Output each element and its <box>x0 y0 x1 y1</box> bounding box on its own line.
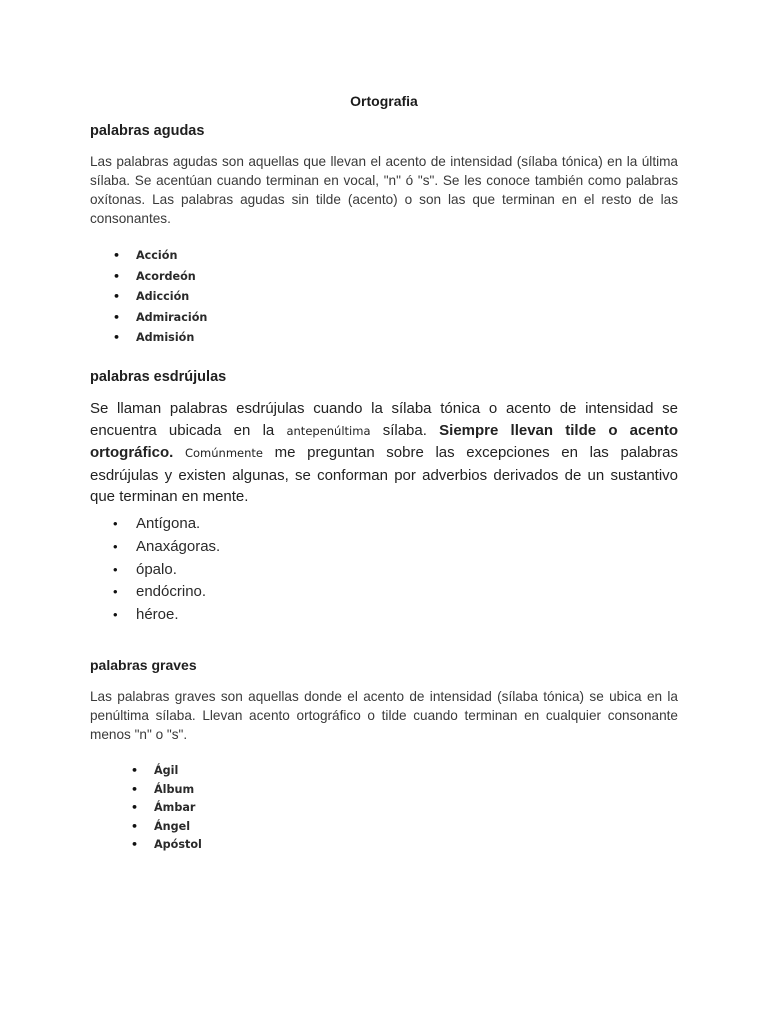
bullet-icon: • <box>131 782 139 796</box>
paragraph-agudas: Las palabras agudas son aquellas que llevan el acento de intensidad (sílaba tónica) en la última sílaba. Se acentúan cuando terminan en vocal, "n" ó "s". Se les conoce también como palabras oxítonas. Las palabras agudas sin tilde (acento) o son las que terminan en el resto de las consonantes. <box>90 154 678 226</box>
list-item: • Anaxágoras. <box>136 536 220 559</box>
bullet-icon: • <box>113 249 121 262</box>
list-item: • Adicción <box>136 287 207 308</box>
bullet-icon: • <box>131 819 139 833</box>
list-item: • Acción <box>136 246 207 267</box>
list-item: • Antígona. <box>136 513 220 536</box>
paragraph-esdrujulas: Se llaman palabras esdrújulas cuando la sílaba tónica o acento de intensidad se encuentra ubicada en la antepenúltima sílaba. Siempre llevan tilde o acento ortográfico. Comúnmente me preguntan sobre las excepciones en las palabras esdrújulas y existen algunas, se conforman por adverbios derivados de un sustantivo que terminan en mente. <box>90 400 679 505</box>
list-item: • Admiración <box>136 308 207 329</box>
list-item: • héroe. <box>136 604 220 627</box>
list-item: • Ágil <box>154 762 202 781</box>
bullet-icon: • <box>131 764 139 777</box>
heading-esdrujulas: palabras esdrújulas <box>90 369 227 385</box>
bullet-icon: • <box>113 290 121 304</box>
list-item: • Ámbar <box>154 799 202 818</box>
list-graves <box>131 762 202 855</box>
bullet-icon: • <box>113 331 121 345</box>
list-item: • ópalo. <box>136 559 220 582</box>
bullet-icon: • <box>113 584 118 600</box>
bullet-icon: • <box>113 310 121 324</box>
list-agudas <box>113 246 208 349</box>
bullet-icon: • <box>113 607 118 623</box>
heading-graves: palabras graves <box>90 657 197 673</box>
list-item: • Apóstol <box>154 836 202 855</box>
bullet-icon: • <box>113 561 118 577</box>
list-item: • Acordeón <box>136 267 207 288</box>
bullet-icon: • <box>113 516 118 531</box>
list-item: • endócrino. <box>136 581 220 604</box>
list-esdrujulas <box>113 513 221 627</box>
list-item: • Álbum <box>154 781 202 800</box>
page-title: Ortografia <box>350 93 418 109</box>
bullet-icon: • <box>113 538 118 554</box>
bullet-icon: • <box>131 838 139 851</box>
list-item: • Admisión <box>136 328 207 349</box>
paragraph-graves: Las palabras graves son aquellas donde el acento de intensidad (sílaba tónica) se ubica en la penúltima sílaba. Llevan acento ortográfico o tilde cuando terminan en cualquier consonante menos "n" o "s". <box>90 689 678 742</box>
heading-agudas: palabras agudas <box>90 123 205 139</box>
list-item: • Ángel <box>154 818 202 837</box>
bullet-icon: • <box>113 269 121 283</box>
bullet-icon: • <box>131 801 139 814</box>
